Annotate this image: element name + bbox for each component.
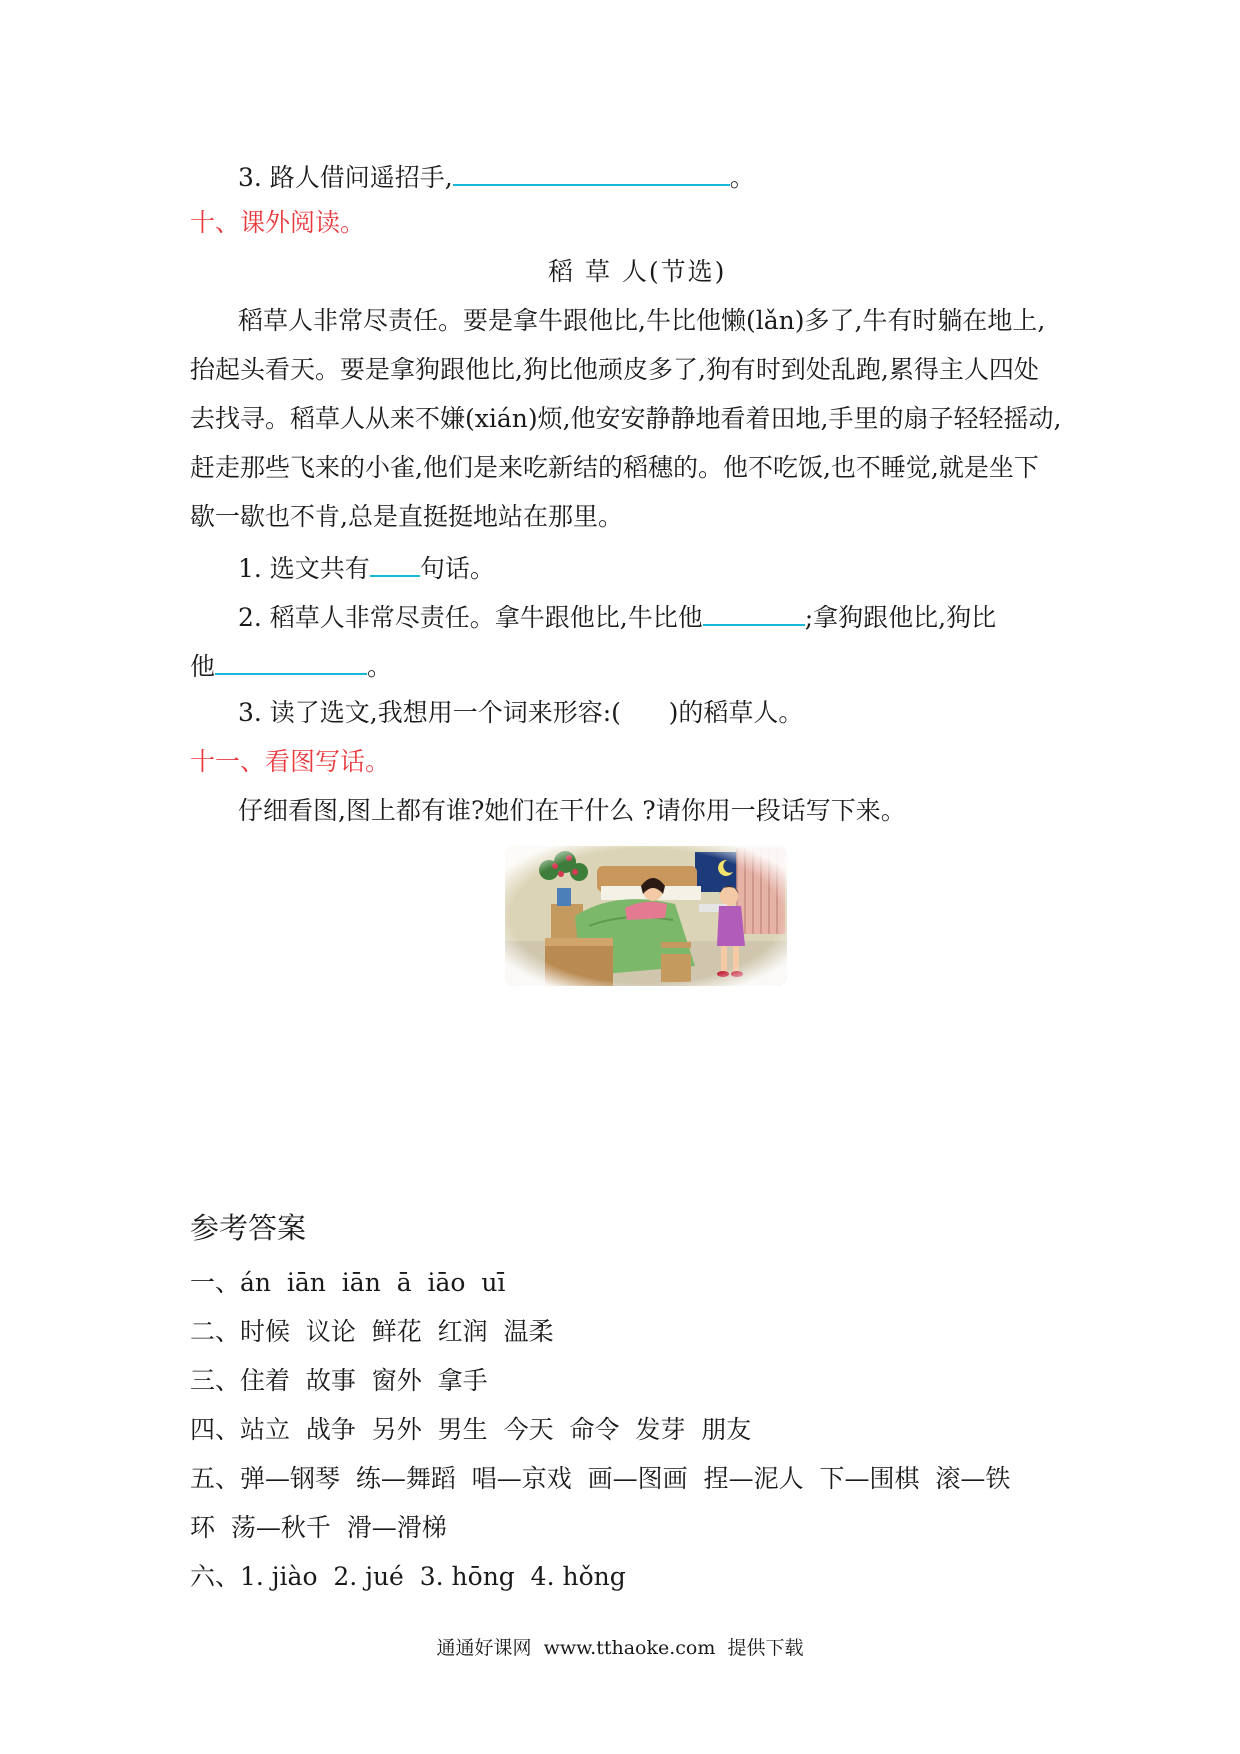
q9-item3-suffix: 。 — [729, 163, 755, 192]
question-2-line2 — [190, 649, 392, 682]
section10-heading: 十、课外阅读。 — [190, 208, 366, 237]
section11-prompt: 仔细看图,图上都有谁?她们在干什么 ?请你用一段话写下来。 — [238, 796, 906, 825]
answer-line: 四、站立 战争 另外 男生 今天 命令 发芽 朋友 — [190, 1415, 752, 1444]
passage-line: 歇一歇也不肯,总是直挺挺地站在那里。 — [190, 502, 623, 531]
question-2-line2-suffix: 。 — [367, 652, 393, 681]
question-1-suffix: 句话。 — [419, 554, 495, 583]
answer-blank[interactable] — [370, 551, 420, 577]
passage-line: 赶走那些飞来的小雀,他们是来吃新结的稻穗的。他不吃饭,也不睡觉,就是坐下 — [190, 453, 1039, 482]
question-2-prefix: 2. 稻草人非常尽责任。拿牛跟他比,牛比他 — [238, 603, 703, 632]
bedroom-illustration — [505, 846, 787, 986]
question-3: 3. 读了选文,我想用一个词来形容:( )的稻草人。 — [238, 698, 804, 727]
question-1 — [238, 551, 495, 584]
answer-line: 二、时候 议论 鲜花 红润 温柔 — [190, 1317, 554, 1346]
passage-line: 抬起头看天。要是拿狗跟他比,狗比他顽皮多了,狗有时到处乱跑,累得主人四处 — [190, 355, 1039, 384]
answers-title: 参考答案 — [190, 1211, 307, 1245]
answer-line: 环 荡—秋千 滑—滑梯 — [190, 1513, 447, 1542]
answer-line: 五、弹—钢琴 练—舞蹈 唱—京戏 画—图画 捏—泥人 下—围棋 滚—铁 — [190, 1464, 1011, 1493]
q9-item3 — [238, 160, 755, 193]
page-footer: 通通好课网 www.tthaoke.com 提供下载 — [436, 1637, 804, 1659]
answer-blank[interactable] — [703, 600, 805, 626]
answer-blank[interactable] — [453, 160, 730, 186]
answer-line: 一、án iān iān ā iāo uī — [190, 1268, 506, 1297]
answer-blank[interactable] — [215, 649, 367, 675]
section11-heading: 十一、看图写话。 — [190, 747, 391, 776]
passage-title: 稻 草 人(节选) — [548, 257, 727, 286]
question-2-line2-prefix: 他 — [190, 652, 216, 681]
passage-line: 去找寻。稻草人从来不嫌(xián)烦,他安安静静地看着田地,手里的扇子轻轻摇动, — [190, 404, 1062, 433]
q9-item3-prefix: 3. 路人借问遥招手, — [238, 163, 453, 192]
answer-line: 六、1. jiào 2. jué 3. hōng 4. hǒng — [190, 1562, 626, 1591]
question-2-line1 — [238, 600, 996, 633]
answer-line: 三、住着 故事 窗外 拿手 — [190, 1366, 488, 1395]
passage-line: 稻草人非常尽责任。要是拿牛跟他比,牛比他懒(lǎn)多了,牛有时躺在地上, — [238, 306, 1046, 335]
question-1-prefix: 1. 选文共有 — [238, 554, 370, 583]
question-2-middle: ;拿狗跟他比,狗比 — [804, 603, 997, 632]
